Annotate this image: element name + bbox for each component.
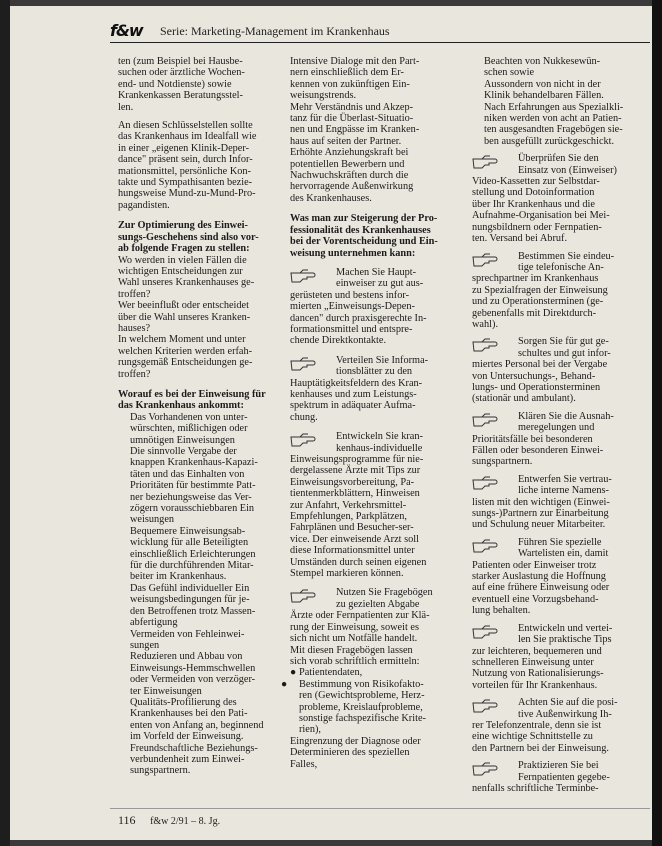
tip-text: Verteilen Sie Informa- tionsblätter zu den Hauptätigkeitsfeldern des Kran- kenhauses und zum Leistungs- spektrum in adäquater Aufma- chung. — [290, 354, 429, 423]
paragraph: Intensive Dialoge mit den Part- nern einschließlich dem Er- kennen von zukünftigen Ein- weisungstrends. Mehr Verständnis und Akzep- tanz für die Überlast-Situatio- nen und Engpässe im Kranken- haus auf seiten der Partner. Erhöhte Anziehungskraft bei potentiellen Bewerbern und Nachwuchskräften durch die hervorragende Außenwirkung des Krankenhauses. — [290, 56, 420, 204]
pointing-hand-icon — [290, 588, 330, 603]
pointing-hand-icon — [472, 412, 512, 427]
page-number: 116 — [118, 813, 136, 827]
tip-item — [472, 623, 644, 691]
tip-item — [290, 431, 450, 579]
tip-item — [472, 153, 644, 244]
page-shadow-left — [0, 0, 10, 846]
tip-text: Achten Sie auf die posi- tive Außenwirkung Ih- rer Telefonzentrale, denn sie ist eine wichtige Schnittstelle zu den Partnern bei der Einweisung. — [472, 697, 618, 754]
bullet-icon: ● — [281, 678, 288, 690]
page-footer — [118, 813, 220, 828]
pointing-hand-icon — [472, 624, 512, 639]
section-heading: Was man zur Steigerung der Pro- fessionalität des Krankenhauses bei der Vorentscheidung und Ein- weisung unternehmen kann: — [290, 213, 438, 259]
bullet-item — [281, 678, 450, 736]
tip-text: Führen Sie spezielle Wartelisten ein, damit Patienten oder Einweiser trotz starker Auslastung die Hoffnung auf eine frühere Einweisung oder eventuell eine Vorzugsbehand- lung behalten. — [472, 536, 610, 617]
paragraph-list: Das Vorhandenen von unter- würschten, mißlichigen oder umnötigen Einweisungen Die sinnvolle Vergabe der knappen Krankenhaus-Kapazi- täten und das Einhalten von Prioritäten für bestimmte Patt- ner beziehungsweise das Ver- zögern vorausschiebbaren Ein weisungen Bequemere Einweisungsab- wicklung für alle Beteiligten einschließlich Erleichterungen für die durchführenden Mitar- beiter im Krankenhaus. Das Gefühl individueller Ein weisungsbedingungen für je- den Betroffenen trotz Massen- abfertigung Vermeiden von Fehleinwei- sungen Reduzieren und Abbau von Einweisungs-Hemmschwellen oder Vermeiden von verzöger- ter Einweisungen Qualitäts-Profilierung des Krankenhauses bei den Pati- enten von Anfang an, beginnend im Vorfeld der Einweisung. Freundschaftliche Beziehungs- verbundenheit zum Einwei- sungspartnern. — [130, 411, 264, 777]
bullet-icon: ● — [290, 667, 297, 679]
tip-item — [472, 697, 644, 754]
tip-text: Sorgen Sie für gut ge- schultes und gut infor- miertes Personal bei der Vergabe von Untersuchungs-, Behand- lungs- und Operationsterminen (stationär und ambulant). — [472, 336, 611, 405]
pointing-hand-icon — [472, 154, 512, 169]
pointing-hand-icon — [472, 337, 512, 352]
tip-text: Entwerfen Sie vertrau- liche interne Namens- listen mit den wichtigen (Einwei- sungs-)Partnern zur Einarbeitung und Schulung neuer Mitarbeiter. — [472, 473, 612, 531]
tip-item — [472, 537, 644, 617]
pointing-hand-icon — [472, 252, 512, 267]
pointing-hand-icon — [472, 538, 512, 553]
page-shadow-right — [652, 0, 662, 846]
text-column-3 — [472, 56, 644, 794]
bullet-text: Patientendaten, — [299, 667, 363, 679]
footer-rule — [110, 808, 650, 809]
bullet-item — [290, 667, 450, 678]
issue-info: f&w 2/91 – 8. Jg. — [150, 816, 221, 827]
tip-item — [472, 336, 644, 404]
journal-logo: f&w — [110, 21, 143, 40]
paragraph: An diesen Schlüsselstellen sollte das Krankenhaus im Idealfall wie in einer „eigenen Klinik-Deper- dance" präsent sein, durch Infor- mationsmittel, persönliche Kon- takte und Sympathisanten bezie- hungsweise Mund-zu-Mund-Pro- pagandisten. — [118, 120, 257, 211]
tip-item — [472, 411, 644, 468]
tip-item — [472, 251, 644, 331]
text-column-2 — [281, 56, 450, 770]
tip-text: Klären Sie die Ausnah- meregelungen und Prioritätsfälle bei besonderen Fällen oder besonderen Einwei- sungspartnern. — [472, 410, 614, 468]
page-header — [110, 20, 650, 43]
section-heading: Worauf es bei der Einweisung für das Krankenhaus ankommt: — [118, 388, 266, 412]
tip-text: Entwickeln Sie kran- kenhaus-individuelle Einweisungsprogramme für nie- dergelassene Ärzte mit Tips zur Einweisungsvorbereitung, Pa- tientenmerkblättern, Hinweisen zur Anfahrt, Verkehrsmittel- Empfehlungen, Parkplätzen, Fahrplänen und Besucher-ser- vice. Der einweisende Arzt soll diese Informationsmittel unter Umständen durch seinen eigenen Stempel markieren können. — [290, 431, 427, 580]
pointing-hand-icon — [290, 432, 330, 447]
paragraph: ten (zum Beispiel bei Hausbe- suchen oder ärztliche Wochen- end- und Notdienste) sowie Krankenkassen Beratungsstel- len. — [118, 56, 245, 113]
pointing-hand-icon — [290, 356, 330, 371]
tip-item — [290, 355, 450, 423]
tip-text: Machen Sie Haupt- einweiser zu gut aus- gerüsteten und bestens infor- mierten „Einweisungs-Depen- dancen" durch praxisgerechte In- formationsmittel und entspre- chende Direktkontakte. — [290, 266, 427, 347]
tip-text: Praktizieren Sie bei Fernpatienten gegebe- nenfalls schriftliche Terminbe- — [472, 760, 610, 794]
tip-text: Überprüfen Sie den Einsatz von (Einweiser) Video-Kassetten zur Selbstdar- stellung und Dotoinformation über Ihr Krankenhaus und die Aufnahme-Organisation bei Mei- nungsbildnern oder Fernpatien- ten. Versand bei Abruf. — [472, 153, 617, 245]
tip-text: Entwickeln und vertei- len Sie praktische Tips zur leichteren, bequemeren und schnelleren Einweisung unter Nutzung von Rationalisierungs- vorteilen für Ihr Krankenhaus. — [472, 622, 613, 691]
tip-text: Nutzen Sie Fragebögen zu gezielten Abgabe Ärzte oder Fernpatienten zur Klä- rung der Einweisung, soweit es sich nicht um Notfälle handelt. Mit diesen Fragebögen lassen sich vorab schriftlich ermitteln: — [290, 587, 433, 667]
tip-item — [290, 267, 450, 347]
pointing-hand-icon — [290, 268, 330, 283]
section-heading: Zur Optimierung des Einwei- sungs-Geschehens sind also vor- ab folgende Fragen zu stellen: — [118, 220, 259, 255]
paragraph: Wo werden in vielen Fällen die wichtigen Entscheidungen zur Wahl unseres Krankenhauses ge- troffen? Wer beeinflußt oder entscheidet über die Wahl unseres Kranken- hauses? In welchem Moment und unter welchen Kriterien werden erfah- rungsgemäß Entscheidungen ge- troffen? — [118, 254, 255, 380]
pointing-hand-icon — [472, 698, 512, 713]
pointing-hand-icon — [472, 475, 512, 490]
series-title: Serie: Marketing-Management im Krankenhaus — [160, 24, 390, 38]
text-column-1 — [118, 56, 268, 777]
pointing-hand-icon — [472, 761, 512, 776]
paragraph: Eingrenzung der Diagnose oder Determinieren des speziellen Falles, — [290, 735, 421, 770]
tip-text: Bestimmen Sie eindeu- tige telefonische An- sprechpartner im Krankenhaus zu Spezialfragen der Einweisung und zu Operationsterminen (ge- gebenenfalls mit Direktdurch- wahl). — [472, 250, 615, 330]
tip-item — [472, 474, 644, 531]
tip-item — [290, 587, 450, 667]
tip-item — [472, 760, 644, 794]
bullet-text: Bestimmung von Risikofakto- ren (Gewichtsprobleme, Herz- probleme, Kreislaufprobleme, sonstige fachspezifische Krite- rien), — [299, 678, 426, 736]
paragraph: Beachten von Nukkesewün- schen sowie Aussondern von nicht in der Klinik behandelbaren Fällen. Nach Erfahrungen aus Spezialkli- niken werden von acht an Patien- ten ausgesandten Fragebögen sie- ben ausgefüllt zurückgeschickt. — [484, 56, 624, 147]
